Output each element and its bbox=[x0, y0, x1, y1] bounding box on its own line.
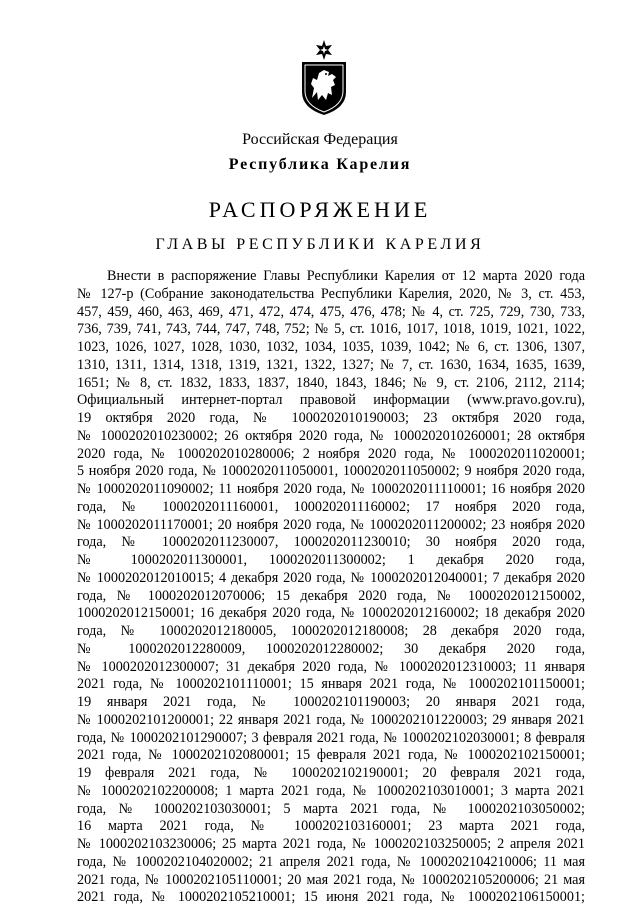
body-line: № 1000202011170001; 20 ноября 2020 года, № 1000202011200002; 23 ноября 2020 bbox=[77, 516, 585, 533]
body-line: № 1000202012300007; 31 декабря 2020 года, № 1000202012310003; 11 января bbox=[77, 658, 585, 675]
body-line: 2020 года, № 1000202010280006; 2 ноября 2020 года, № 1000202011020001; bbox=[77, 445, 585, 462]
body-line: года, № 1000202011160001, 1000202011160002; 17 ноября 2020 года, bbox=[77, 498, 585, 515]
body-line: № 1000202012010015; 4 декабря 2020 года, № 1000202012040001; 7 декабря 2020 bbox=[77, 569, 585, 586]
body-line: 19 января 2021 года, № 1000202101190003; 20 января 2021 года, bbox=[77, 694, 585, 710]
body-line: № 1000202102200008; 1 марта 2021 года, № 1000202103010001; 3 марта 2021 bbox=[77, 782, 585, 799]
body-line: года, № 1000202011230007, 1000202011230010; 30 ноября 2020 года, bbox=[77, 534, 585, 551]
karelia-coat-of-arms-icon bbox=[298, 40, 350, 116]
body-line: года, № 1000202012180005, 1000202012180008; 28 декабря 2020 года, bbox=[77, 623, 585, 639]
body-line: 2021 года, № 1000202101110001; 15 января 2021 года, № 1000202101150001; bbox=[77, 676, 585, 693]
body-line: 1023, 1026, 1027, 1028, 1030, 1032, 1034, 1035, 1039, 1042; № 6, ст. 1306, 1307, bbox=[77, 339, 585, 355]
country-name: Российская Федерация bbox=[242, 131, 398, 148]
body-line: 5 ноября 2020 года, № 1000202011050001, 1000202011050002; 9 ноября 2020 года, bbox=[77, 463, 585, 480]
body-line: года, № 1000202101290007; 3 февраля 2021 года, № 1000202102030001; 8 февраля bbox=[77, 729, 585, 746]
body-line: № 1000202010230002; 26 октября 2020 года, № 1000202010260001; 28 октября bbox=[77, 427, 585, 444]
body-line: № 1000202011090002; 11 ноября 2020 года, № 1000202011110001; 16 ноября 2020 bbox=[77, 481, 585, 497]
body-line: 19 октября 2020 года, № 1000202010190003; 23 октября 2020 года, bbox=[77, 410, 585, 426]
body-line: № 1000202101200001; 22 января 2021 года, № 1000202101220003; 29 января 2021 bbox=[77, 711, 585, 728]
body-line: 2021 года, № 1000202102080001; 15 февраля 2021 года, № 1000202102150001; bbox=[77, 747, 585, 764]
body-line: Официальный интернет-портал правовой информации (www.pravo.gov.ru), bbox=[77, 392, 585, 409]
republic-name: Республика Карелия bbox=[228, 156, 412, 173]
body-line: года, № 1000202012070006; 15 декабря 2020 года, № 1000202012150002, bbox=[77, 587, 585, 604]
document-body bbox=[77, 268, 585, 907]
body-line: 457, 459, 460, 463, 469, 471, 472, 474, 475, 476, 478; № 4, ст. 725, 729, 730, 733, bbox=[77, 303, 585, 320]
body-line: № 127-р (Собрание законодательства Республики Карелия, 2020, № 3, ст. 453, bbox=[77, 285, 585, 302]
body-line: № 1000202011300001, 1000202011300002; 1 декабря 2020 года, bbox=[77, 552, 585, 568]
body-line: 1000202012150001; 16 декабря 2020 года, № 1000202012160002; 18 декабря 2020 bbox=[77, 605, 585, 622]
body-line: № 1000202103230006; 25 марта 2021 года, № 1000202103250005; 2 апреля 2021 bbox=[77, 836, 585, 852]
body-line: № 1000202012280009, 1000202012280002; 30 декабря 2020 года, bbox=[77, 640, 585, 657]
body-line: 736, 739, 741, 743, 744, 747, 748, 752; № 5, ст. 1016, 1017, 1018, 1019, 1021, 1022, bbox=[77, 321, 585, 338]
body-line: 1310, 1311, 1314, 1318, 1319, 1321, 1322, 1327; № 7, ст. 1630, 1634, 1635, 1639, bbox=[77, 356, 585, 373]
body-line: 19 февраля 2021 года, № 1000202102190001; 20 февраля 2021 года, bbox=[77, 765, 585, 781]
document-issuer: ГЛАВЫ РЕСПУБЛИКИ КАРЕЛИЯ bbox=[155, 236, 485, 253]
document-type-title: РАСПОРЯЖЕНИЕ bbox=[208, 197, 432, 222]
body-line: года, № 1000202103030001; 5 марта 2021 года, № 1000202103050002; bbox=[77, 800, 585, 817]
body-line: 2021 года, № 1000202105110001; 20 мая 2021 года, № 1000202105200006; 21 мая bbox=[77, 871, 585, 888]
body-line: 16 марта 2021 года, № 1000202103160001; 23 марта 2021 года, bbox=[77, 818, 585, 835]
body-line: 2021 года, № 1000202105210001; 15 июня 2021 года, № 1000202106150001; bbox=[77, 889, 585, 906]
body-line: 1651; № 8, ст. 1832, 1833, 1837, 1840, 1843, 1846; № 9, ст. 2106, 2112, 2114; bbox=[77, 374, 585, 391]
body-line: Внести в распоряжение Главы Республики Карелия от 12 марта 2020 года bbox=[107, 268, 585, 284]
body-line: года, № 1000202104020002; 21 апреля 2021 года, № 1000202104210006; 11 мая bbox=[77, 853, 585, 870]
